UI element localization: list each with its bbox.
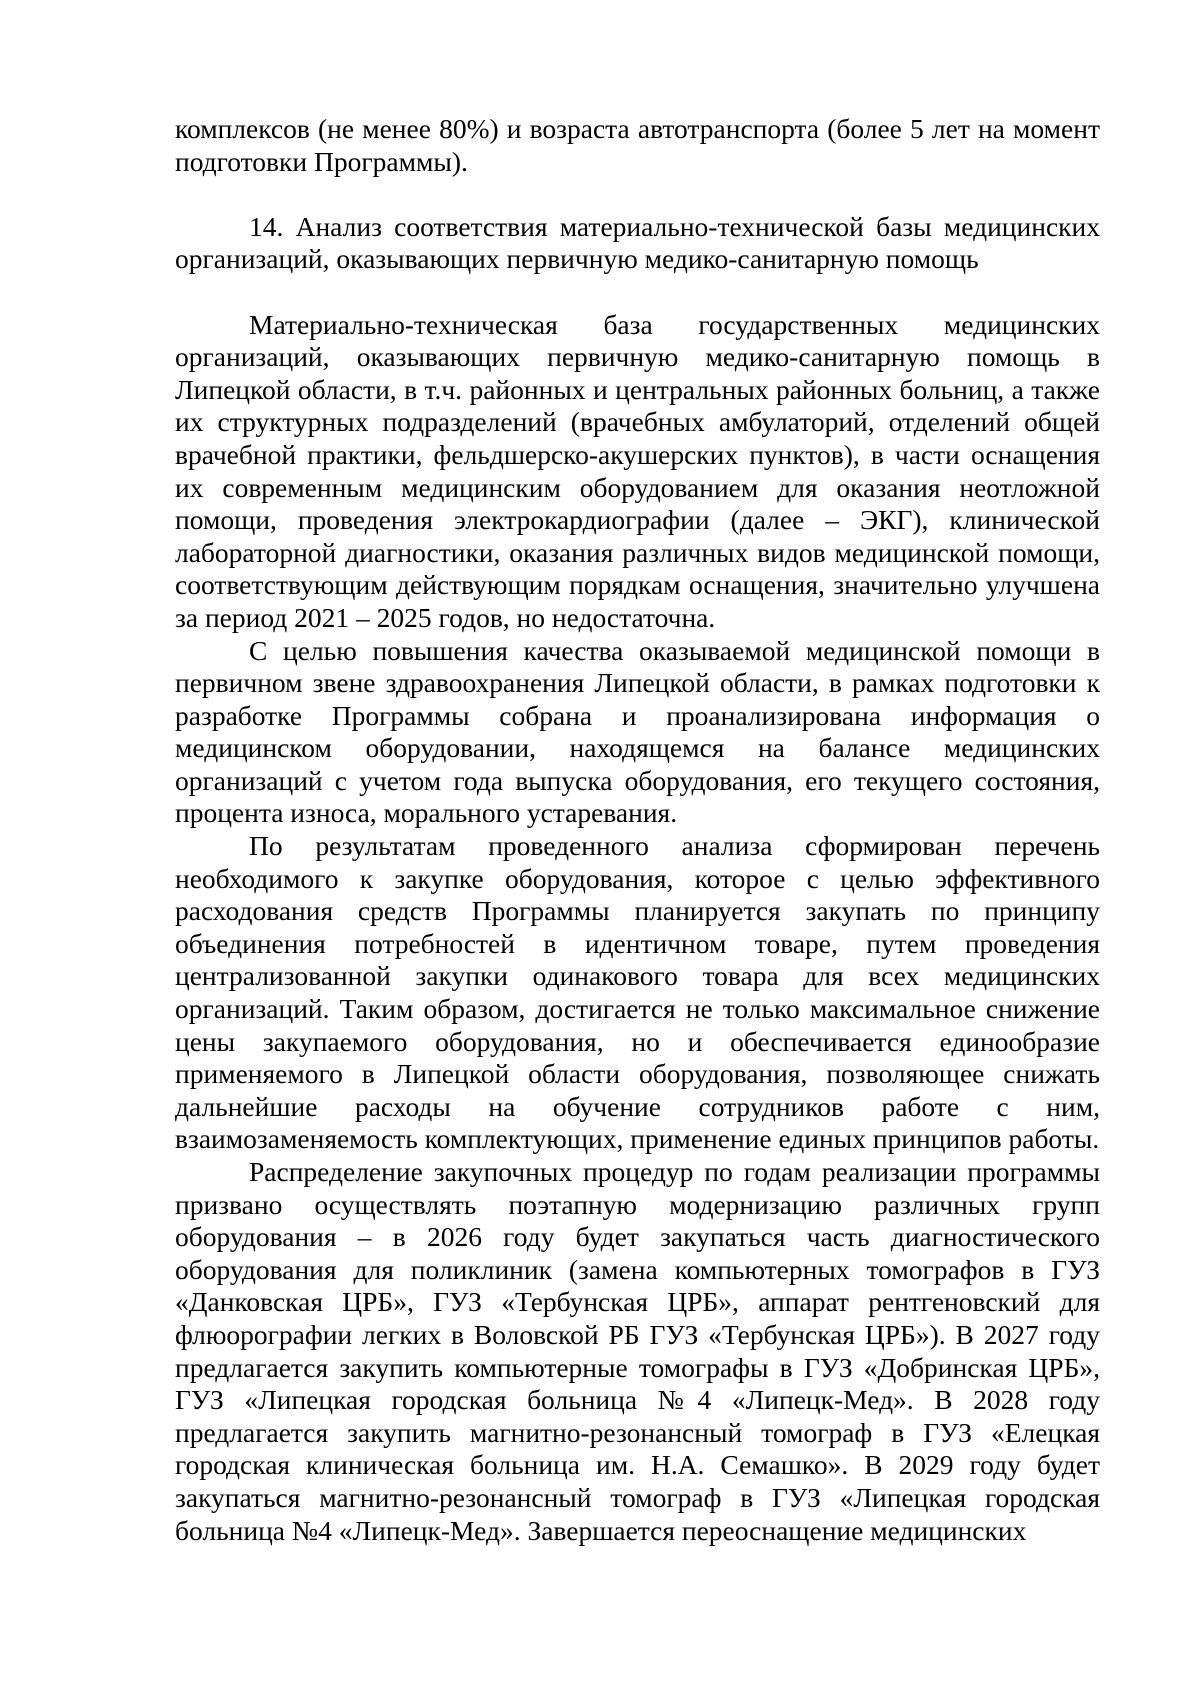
paragraph-analysis-purpose: С целью повышения качества оказываемой медицинской помощи в первичном звене здравоохранения Липецкой области, в рамках подготовки к разработке Программы собрана и проанализирована информация о медицинском оборудовании, находящемся на балансе медицинских организаций с учетом года выпуска оборудования, его текущего состояния, процента износа, морального устаревания. (175, 634, 1100, 829)
paragraph-continuation: комплексов (не менее 80%) и возраста автотранспорта (более 5 лет на момент подготовки Программы). (175, 113, 1100, 177)
paragraph-procurement-list: По результатам проведенного анализа сформирован перечень необходимого к закупке оборудования, которое с целью эффективного расходования средств Программы планируется закупать по принципу объединения потребностей в идентичном товаре, путем проведения централизованной закупки одинакового товара для всех медицинских организаций. Таким образом, достигается не только максимальное снижение цены закупаемого оборудования, но и обеспечивается единообразие применяемого в Липецкой области оборудования, позволяющее снижать дальнейшие расходы на обучение сотрудников работе с ним, взаимозаменяемость комплектующих, применение единых принципов работы. (175, 830, 1100, 1155)
document-body (175, 113, 1100, 1547)
paragraph-material-base: Материально-техническая база государственных медицинских организаций, оказывающих первичную медико-санитарную помощь в Липецкой области, в т.ч. районных и центральных районных больниц, а также их структурных подразделений (врачебных амбулаторий, отделений общей врачебной практики, фельдшерско-акушерских пунктов), в части оснащения их современным медицинским оборудованием для оказания неотложной помощи, проведения электрокардиографии (далее – ЭКГ), клинической лабораторной диагностики, оказания различных видов медицинской помощи, соответствующим действующим порядкам оснащения, значительно улучшена за период 2021 – 2025 годов, но недостаточна. (175, 308, 1100, 633)
paragraph-procurement-schedule: Распределение закупочных процедур по годам реализации программы призвано осуществлять поэтапную модернизацию различных групп оборудования – в 2026 году будет закупаться часть диагностического оборудования для поликлиник (замена компьютерных томографов в ГУЗ «Данковская ЦРБ», ГУЗ «Тербунская ЦРБ», аппарат рентгеновский для флюорографии легких в Воловской РБ ГУЗ «Тербунская ЦРБ»). В 2027 году предлагается закупить компьютерные томографы в ГУЗ «Добринская ЦРБ», ГУЗ «Липецкая городская больница №4 «Липецк-Мед». В 2028 году предлагается закупить магнитно-резонансный томограф в ГУЗ «Елецкая городская клиническая больница им. Н.А. Семашко». В 2029 году будет закупаться магнитно-резонансный томограф в ГУЗ «Липецкая городская больница №4 «Липецк-Мед». Завершается переоснащение медицинских (175, 1156, 1100, 1546)
section-heading: 14. Анализ соответствия материально-технической базы медицинских организаций, оказывающих первичную медико-санитарную помощь (175, 210, 1100, 275)
